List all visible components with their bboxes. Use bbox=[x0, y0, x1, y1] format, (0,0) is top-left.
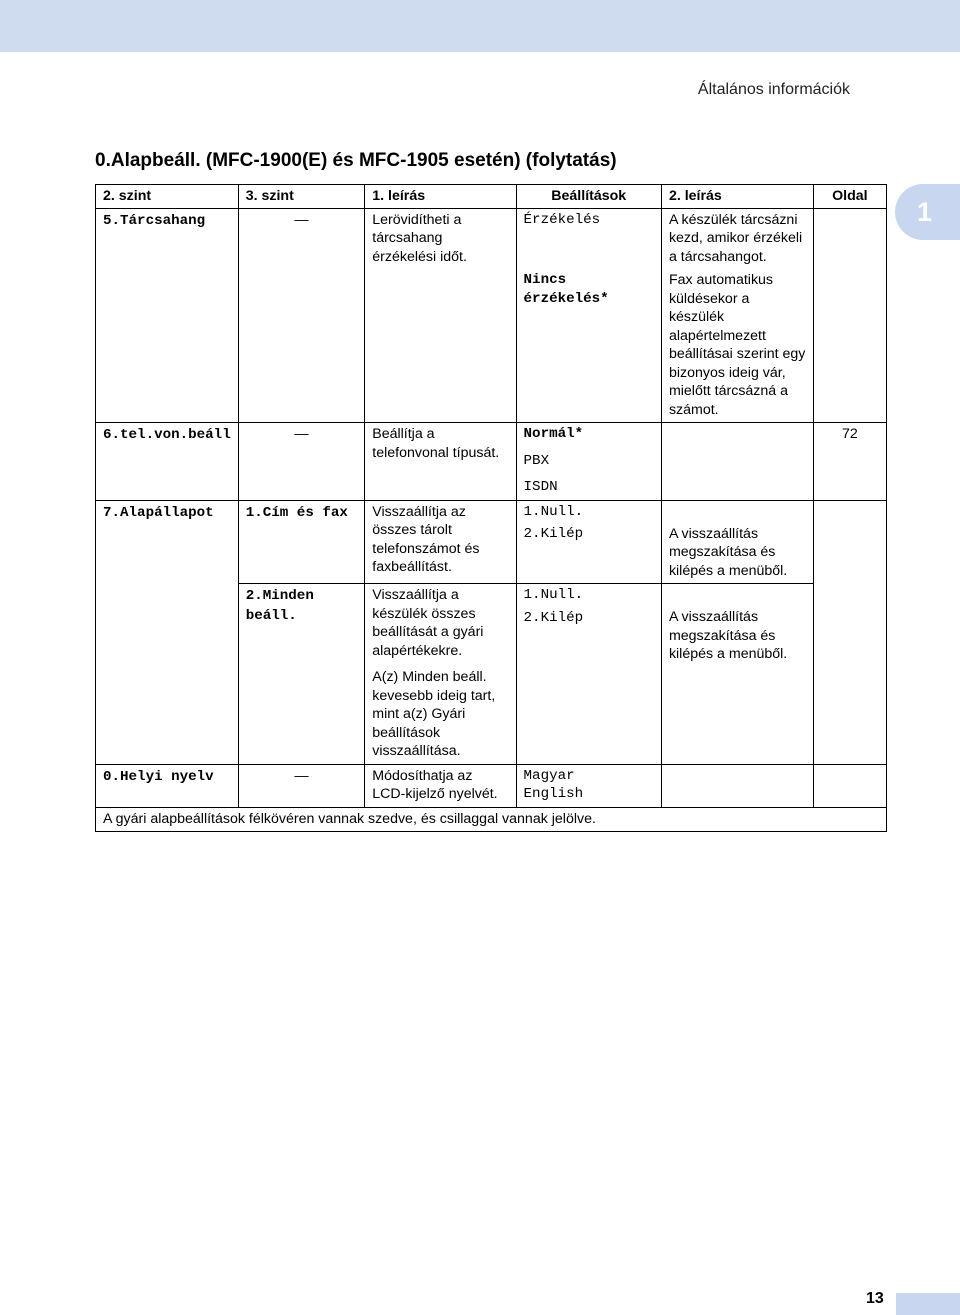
option: ISDN bbox=[523, 479, 558, 495]
option: Magyar bbox=[523, 767, 575, 784]
page-cell bbox=[813, 208, 886, 423]
desc2-cell bbox=[661, 423, 813, 501]
option: 2.Kilép bbox=[523, 526, 584, 542]
column-header: 2. leírás bbox=[661, 185, 813, 209]
option: 1.Null. bbox=[523, 587, 584, 603]
level2-label: 0.Helyi nyelv bbox=[103, 768, 214, 785]
desc1-cell bbox=[365, 584, 516, 765]
option: PBX bbox=[523, 452, 550, 469]
desc2-text: A visszaállítás megszakítása és kilépés a menüből. bbox=[668, 525, 788, 579]
level3-label: 2.Minden beáll. bbox=[245, 588, 314, 624]
desc1-cell: Lerövidítheti a tárcsahang érzékelési időt. bbox=[365, 208, 516, 423]
page-number-bar bbox=[896, 1293, 960, 1315]
footnote-row bbox=[96, 807, 887, 832]
column-header: Oldal bbox=[813, 185, 886, 209]
level2-cell bbox=[96, 500, 239, 764]
desc1-cell: Módosíthatja az LCD-kijelző nyelvét. bbox=[365, 764, 516, 807]
table-row bbox=[96, 208, 887, 269]
option-cell: Érzékelés bbox=[516, 208, 661, 269]
page-number: 13 bbox=[866, 1290, 884, 1307]
desc1-cell: Beállítja a telefonvonal típusát. bbox=[365, 423, 516, 501]
section-title: 0.Alapbeáll. (MFC-1900(E) és MFC-1905 esetén) (folytatás) bbox=[95, 150, 617, 171]
menu-settings-table bbox=[95, 184, 887, 832]
table-row bbox=[96, 500, 887, 584]
level3-cell: — bbox=[238, 423, 365, 501]
footnote: A gyári alapbeállítások félkövéren vannak szedve, és csillaggal vannak jelölve. bbox=[96, 807, 887, 832]
option-cell bbox=[516, 423, 661, 501]
desc2-cell bbox=[661, 764, 813, 807]
column-header: Beállítások bbox=[516, 185, 661, 209]
desc1-cell: Visszaállítja az összes tárolt telefonszámot és faxbeállítást. bbox=[365, 500, 516, 584]
level3-cell: — bbox=[238, 208, 365, 423]
level3-cell bbox=[238, 500, 365, 584]
option-cell bbox=[516, 764, 661, 807]
desc2-cell: Fax automatikus küldésekor a készülék alapértelmezett beállításai szerint egy bizonyos ideig vár, mielőtt tárcsázná a számot. bbox=[661, 269, 813, 423]
level2-cell bbox=[96, 764, 239, 807]
option-default: Normál* bbox=[523, 426, 584, 442]
column-header: 1. leírás bbox=[365, 185, 516, 209]
level2-label: 7.Alapállapot bbox=[103, 504, 214, 521]
option: 2.Kilép bbox=[523, 609, 584, 626]
desc2-text: A visszaállítás megszakítása és kilépés a menüből. bbox=[668, 609, 788, 662]
desc1-note: A(z) Minden beáll. kevesebb ideig tart, mint a(z) Gyári beállítások visszaállítása. bbox=[372, 669, 496, 759]
option: 1.Null. bbox=[523, 503, 584, 520]
page-cell bbox=[813, 500, 886, 764]
option: English bbox=[523, 786, 584, 802]
table-row bbox=[96, 764, 887, 807]
page-cell: 72 bbox=[813, 423, 886, 501]
option-cell bbox=[516, 584, 661, 765]
level3-cell bbox=[238, 584, 365, 765]
desc2-cell: A készülék tárcsázni kezd, amikor érzékeli a tárcsahangot. bbox=[661, 208, 813, 269]
table-header-row bbox=[96, 185, 887, 209]
level2-cell bbox=[96, 208, 239, 423]
level2-label: 6.tel.von.beáll bbox=[103, 427, 231, 443]
column-header: 2. szint bbox=[96, 185, 239, 209]
option-cell-default: Nincs érzékelés* bbox=[516, 269, 661, 423]
chapter-tab: 1 bbox=[895, 184, 960, 240]
level3-cell: — bbox=[238, 764, 365, 807]
option-cell bbox=[516, 500, 661, 584]
page-cell bbox=[813, 764, 886, 807]
column-header: 3. szint bbox=[238, 185, 365, 209]
table-row bbox=[96, 423, 887, 501]
desc2-cell bbox=[661, 584, 813, 765]
chapter-header: Általános információk bbox=[697, 81, 850, 98]
desc1-text: Visszaállítja a készülék összes beállítását a gyári alapértékekre. bbox=[372, 587, 484, 659]
desc2-cell bbox=[661, 500, 813, 584]
level3-label: 1.Cím és fax bbox=[245, 504, 348, 521]
level2-label: 5.Tárcsahang bbox=[103, 212, 206, 229]
top-band bbox=[0, 0, 960, 52]
level2-cell bbox=[96, 423, 239, 501]
